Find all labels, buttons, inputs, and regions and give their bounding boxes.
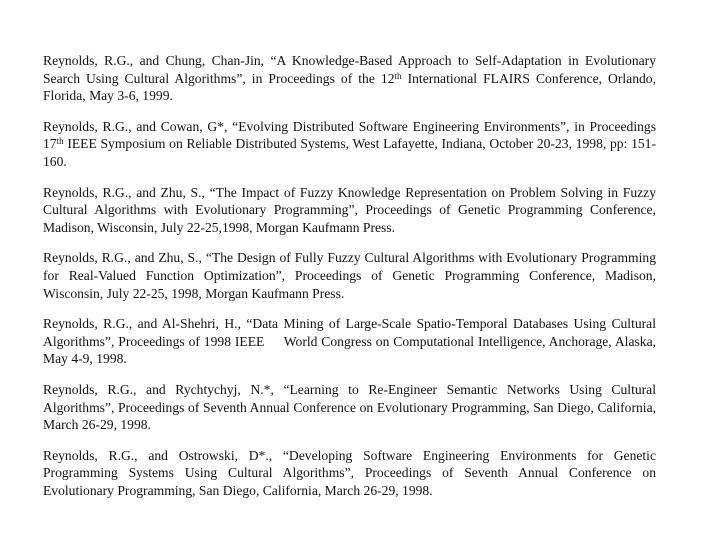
reference-text: Reynolds, R.G., and Rychtychyj, N.*, “Learning to Re-Engineer Semantic Networks Using Cultural Algorithms”, Proceedings of Seventh Annual Conference on Evolutionary Programming, San Diego, California, March 26-29, 1998. (43, 381, 656, 433)
reference-text-continued: IEEE Symposium on Reliable Distributed Systems, West Lafayette, Indiana, October 20-23, 1998, pp: 151-160. (43, 136, 656, 169)
reference-list (43, 52, 656, 512)
reference-entry (43, 381, 656, 434)
reference-text: Reynolds, R.G., and Zhu, S., “The Design of Fully Fuzzy Cultural Algorithms with Evolutionary Programming for Real-Valued Function Optimization”, Proceedings of Genetic Programming Conference, Madison, Wisconsin, July 22-25, 1998, Morgan Kaufmann Press. (43, 250, 656, 301)
reference-entry (43, 52, 656, 105)
reference-text: Reynolds, R.G., and Ostrowski, D*., “Developing Software Engineering Environments for Genetic Programming Systems Using Cultural Algorithms”, Proceedings of Seventh Annual Conference on Evolutionary Programming, San Diego, California, March 26-29, 1998. (43, 447, 656, 498)
reference-text: Reynolds, R.G., and Cowan, G*, “Evolving Distributed Software Engineering Environments”, in Proceedings 17 (43, 118, 656, 152)
reference-text-continued: International FLAIRS Conference, Orlando, Florida, May 3-6, 1999. (43, 70, 656, 104)
reference-entry (43, 315, 656, 368)
ordinal-suffix: th (394, 70, 402, 81)
reference-entry (43, 118, 656, 171)
reference-text: Reynolds, R.G., and Zhu, S., “The Impact of Fuzzy Knowledge Representation on Problem Solving in Fuzzy Cultural Algorithms with Evolutionary Programming”, Proceedings of Genetic Programming Conference, Madison, Wisconsin, July 22-25,1998, Morgan Kaufmann Press. (43, 184, 656, 235)
reference-entry (43, 184, 656, 237)
reference-text: Reynolds, R.G., and Chung, Chan-Jin, “A Knowledge-Based Approach to Self-Adaptation in Evolutionary Search Using Cultural Algorithms”, in Proceedings of the 12 (43, 53, 656, 86)
ordinal-suffix: th (56, 136, 64, 147)
reference-entry (43, 447, 656, 500)
reference-text: Reynolds, R.G., and Al-Shehri, H., “Data Mining of Large-Scale Spatio-Temporal Databases Using Cultural Algorithms”, Proceedings of 1998 IEEE World Congress on Computational Intelligence, Anchorage, Alaska, May 4-9, 1998. (43, 316, 656, 367)
reference-entry (43, 249, 656, 302)
